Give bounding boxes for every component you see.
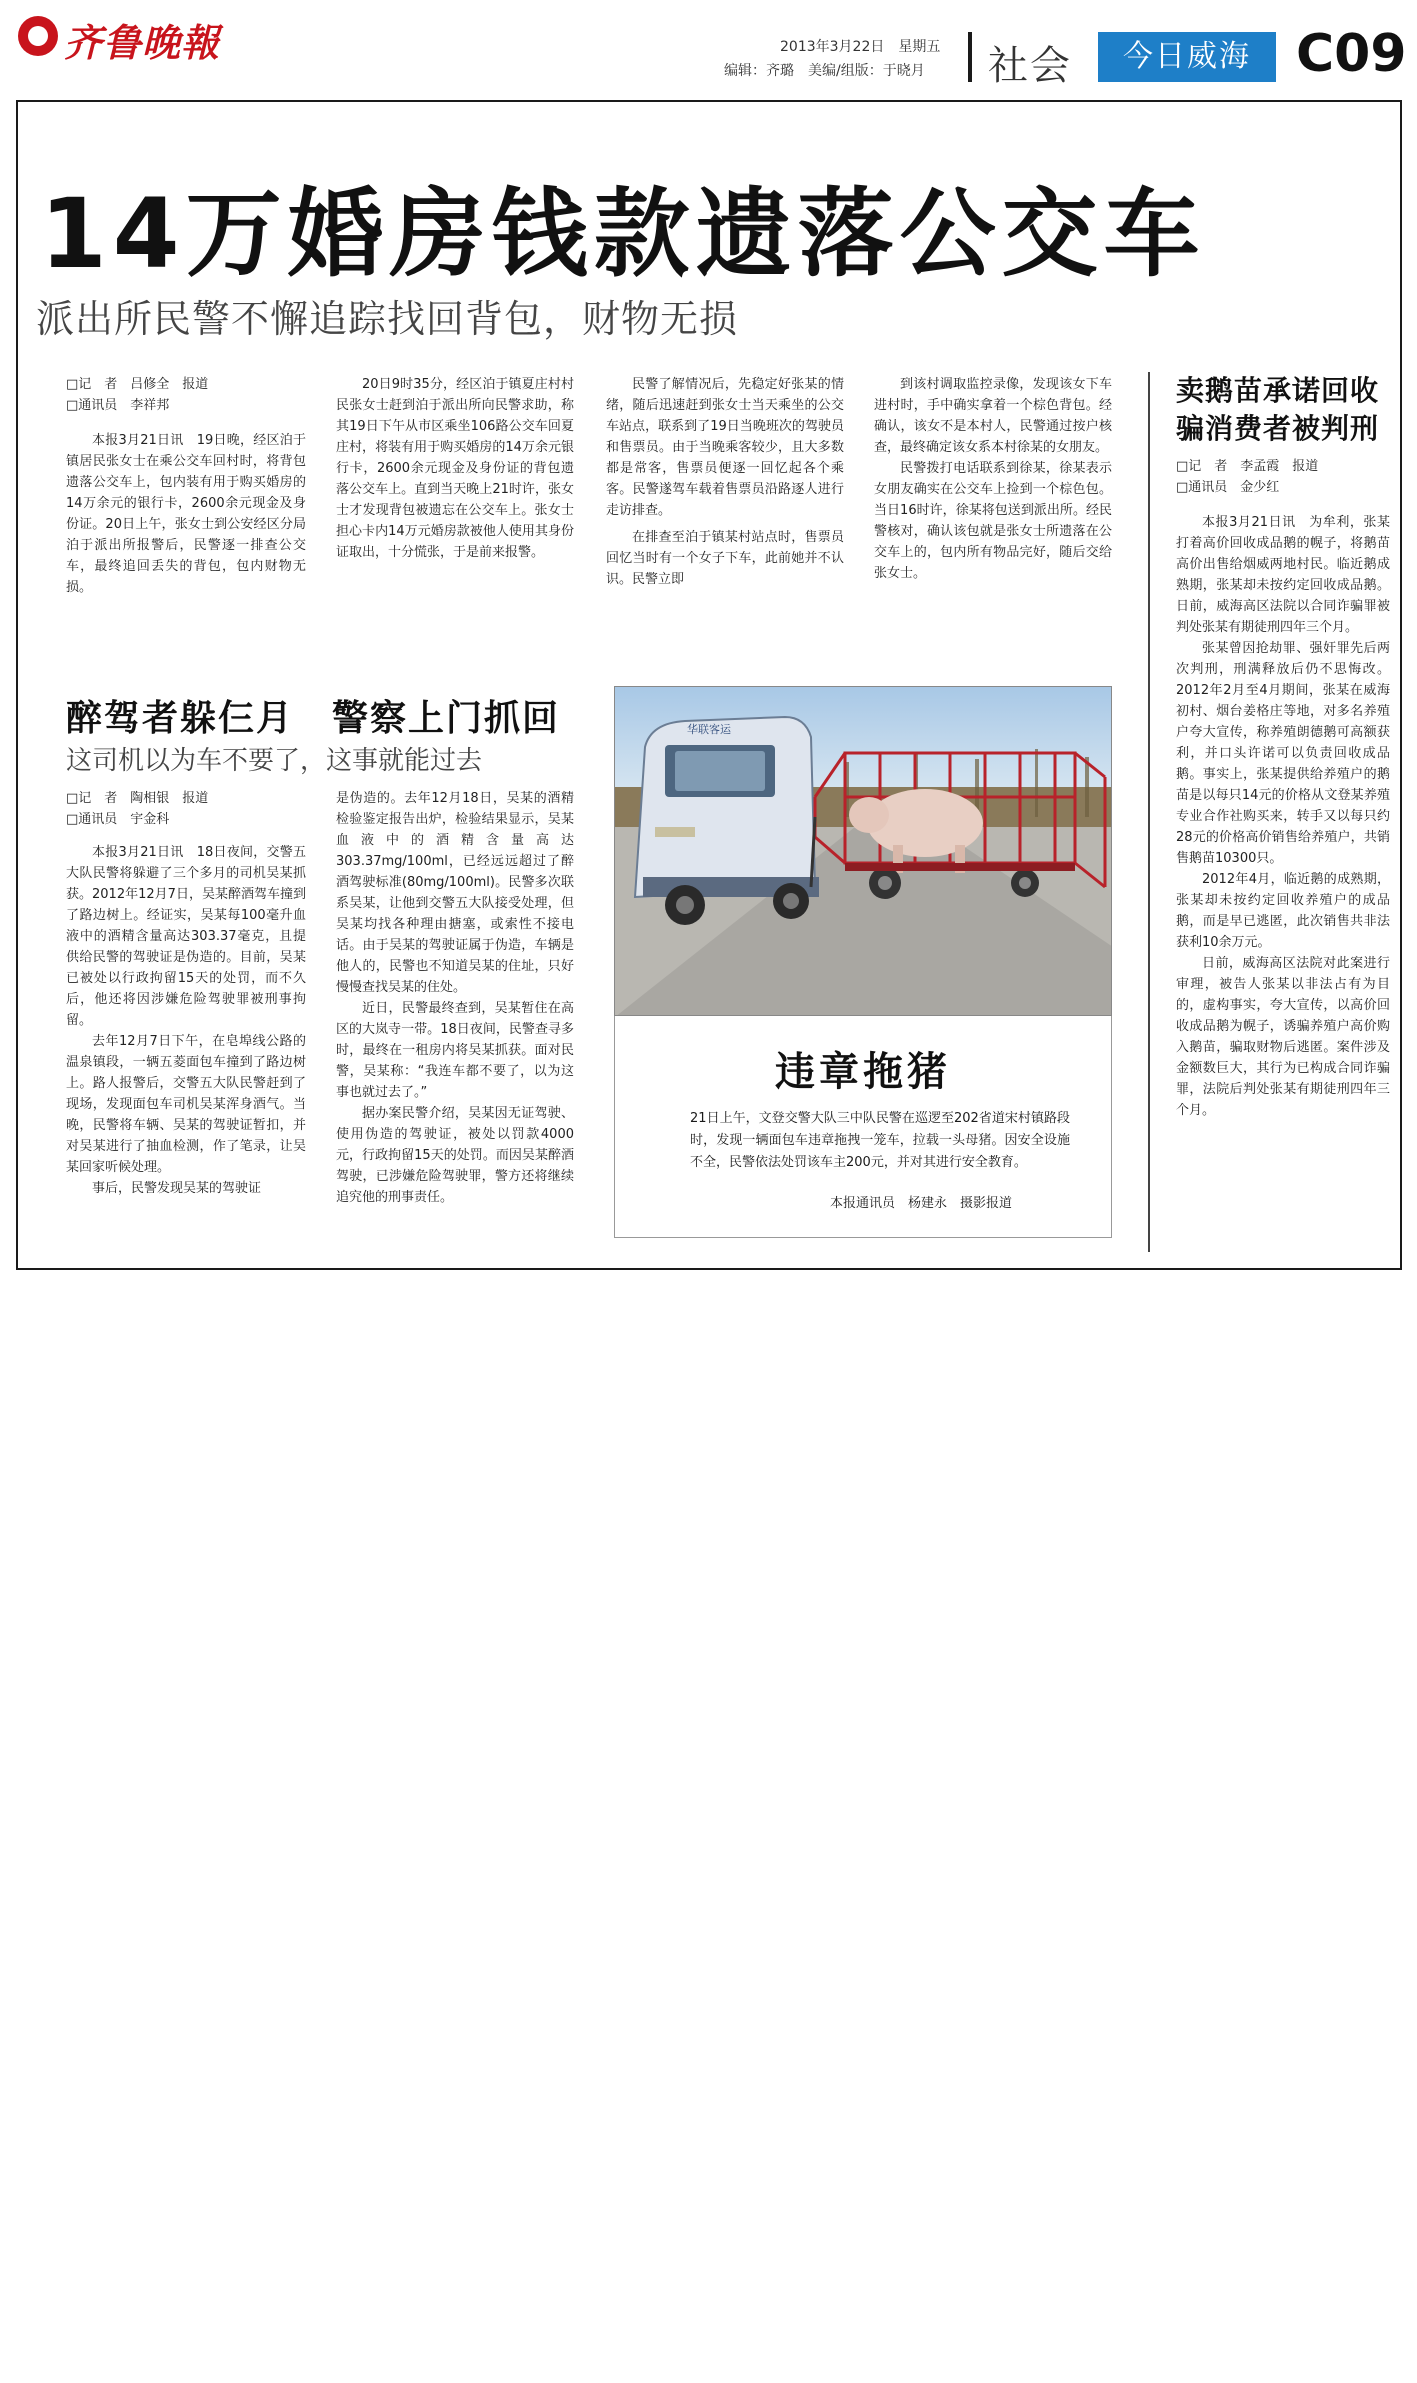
lead-paragraph: 到该村调取监控录像，发现该女下车进村时，手中确实拿着一个棕色背包。经确认，该女不是本村人，民警通过按户核查，最终确定该女系本村徐某的女朋友。 bbox=[874, 377, 1112, 455]
drunk-paragraph: 据办案民警介绍，吴某因无证驾驶、使用伪造的驾驶证，被处以罚款4000元，行政拘留15天的处罚。而因吴某醉酒驾驶，已涉嫌危险驾驶罪，警方还将继续追究他的刑事责任。 bbox=[336, 1106, 574, 1205]
drunk-paragraph: 事后，民警发现吴某的驾驶证 bbox=[92, 1181, 262, 1196]
lead-paragraph: 本报3月21日讯 19日晚，经区泊于镇居民张女士在乘公交车回村时，将背包遗落公交车上，包内装有用于购买婚房的14万余元的银行卡，2600余元现金及身份证。20日上午，张女士到公安经区分局泊于派出所报警后，民警逐一排查公交车，最终追回丢失的背包，包内财物无损。 bbox=[66, 433, 306, 595]
logo-emblem-icon bbox=[18, 16, 58, 56]
page-number: C09 bbox=[1296, 24, 1407, 84]
sidebar-headline-line: 骗消费者被判刑 bbox=[1176, 412, 1380, 445]
newspaper-logo bbox=[18, 8, 268, 65]
drunk-headline: 醉驾者躲仨月 警察上门抓回 bbox=[66, 698, 561, 739]
photo-caption: 21日上午，文登交警大队三中队民警在巡逻至202省道宋村镇路段时，发现一辆面包车违章拖拽一笼车，拉载一头母猪。因安全设施不全，民警依法处罚该车主200元，并对其进行安全教育。 bbox=[690, 1111, 1070, 1170]
lead-headline: 14万婚房钱款遗落公交车 bbox=[40, 178, 1206, 290]
drunk-subheadline: 这司机以为车不要了，这事就能过去 bbox=[66, 746, 483, 776]
lead-byline-correspondent: □通讯员 李祥邦 bbox=[66, 398, 170, 413]
lead-column-4 bbox=[874, 374, 1112, 584]
van-towing-pig-illustration bbox=[615, 687, 1112, 1016]
sidebar-divider bbox=[1148, 372, 1150, 1252]
section-tag: 今日威海 bbox=[1098, 32, 1276, 82]
lead-paragraph: 20日9时35分，经区泊于镇夏庄村村民张女士赶到泊于派出所向民警求助，称其19日下午从市区乘坐106路公交车回夏庄村，将装有用于购买婚房的14万余元银行卡，2600余元现金及身份证的背包遗落公交车上。直到当天晚上21时许，张女士才发现背包被遗忘在公交车上。张女士担心卡内14万元婚房款被他人使用其身份证取出，十分慌张，于是前来报警。 bbox=[336, 377, 574, 560]
news-photo bbox=[614, 686, 1112, 1016]
lead-column-2 bbox=[336, 374, 574, 563]
drunk-paragraph: 本报3月21日讯 18日夜间，交警五大队民警将躲避了三个多月的司机吴某抓获。2012年12月7日，吴某醉酒驾车撞到了路边树上。经证实，吴某每100毫升血液中的酒精含量高达303.37毫克，且提供给民警的驾驶证是伪造的。目前，吴某已被处以行政拘留15天的处罚，而不久后，他还将因涉嫌危险驾驶罪被刑事拘留。 bbox=[66, 845, 306, 1028]
photo-credit: 本报通讯员 杨建永 摄影报道 bbox=[830, 1196, 1013, 1211]
van-label: 华联客运 bbox=[687, 723, 731, 736]
drunk-byline-reporter: □记 者 陶相银 报道 bbox=[66, 791, 209, 806]
editors-line: 编辑：齐璐 美编/组版：于晓月 bbox=[724, 63, 925, 79]
drunk-paragraph: 去年12月7日下午，在皂埠线公路的温泉镇段，一辆五菱面包车撞到了路边树上。路人报警后，交警五大队民警赶到了现场，发现面包车司机吴某浑身酒气。当晚，民警将车辆、吴某的驾驶证暂扣，并对吴某进行了抽血检测，作了笔录，让吴某回家听候处理。 bbox=[66, 1034, 306, 1175]
sidebar-paragraph: 日前，威海高区法院对此案进行审理，被告人张某以非法占有为目的，虚构事实，夸大宣传，以高价回收成品鹅为幌子，诱骗养殖户高价购入鹅苗，骗取财物后逃匿。案件涉及金额数巨大，其行为已构成合同诈骗罪，法院后判处张某有期徒刑四年三个月。 bbox=[1176, 956, 1390, 1118]
drunk-column-1 bbox=[66, 788, 306, 1199]
drunk-paragraph: 是伪造的。去年12月18日，吴某的酒精检验鉴定报告出炉，检验结果显示，吴某血液中的酒精含量高达303.37mg/100ml，已经远远超过了醉酒驾驶标准(80mg/100ml)。民警多次联系吴某，让他到交警五大队接受处理，但吴某均找各种理由搪塞，或索性不接电话。由于吴某的驾驶证属于伪造，车辆是他人的，民警也不知道吴某的住址，只好慢慢查找吴某的住处。 bbox=[336, 791, 574, 995]
lead-column-1 bbox=[66, 374, 306, 598]
lead-paragraph: 在排查至泊于镇某村站点时，售票员回忆当时有一个女子下车，此前她并不认识。民警立即 bbox=[606, 530, 844, 587]
sidebar-paragraph: 2012年4月，临近鹅的成熟期，张某却未按约定回收养殖户的成品鹅，而是早已逃匿，此次销售共非法获利10余万元。 bbox=[1176, 872, 1390, 950]
sidebar-column bbox=[1176, 456, 1390, 1121]
sidebar-byline-correspondent: □通讯员 金少红 bbox=[1176, 480, 1280, 495]
lead-column-3 bbox=[606, 374, 844, 590]
lead-subheadline: 派出所民警不懈追踪找回背包，财物无损 bbox=[36, 297, 739, 341]
sidebar-headline-line: 卖鹅苗承诺回收 bbox=[1176, 374, 1380, 407]
sidebar-paragraph: 张某曾因抢劫罪、强奸罪先后两次判刑，刑满释放后仍不思悔改。2012年2月至4月期间，张某在威海初村、烟台姜格庄等地，对多名养殖户夸大宣传，称养殖朗德鹅可高额获利，并口头许诺可以负责回收成品鹅。事实上，张某提供给养殖户的鹅苗是以每只14元的价格从文登某养殖专业合作社购买来，转手又以每只约28元的价格高价销售给养殖户，共销售鹅苗10300只。 bbox=[1176, 641, 1390, 866]
sidebar-byline-reporter: □记 者 李孟霞 报道 bbox=[1176, 459, 1319, 474]
drunk-paragraph: 近日，民警最终查到，吴某暂住在高区的大岚寺一带。18日夜间，民警查寻多时，最终在一租房内将吴某抓获。面对民警，吴某称：“我连车都不要了，以为这事也就过去了。” bbox=[336, 1001, 574, 1100]
sidebar-headline bbox=[1176, 372, 1396, 448]
date-line: 2013年3月22日 星期五 bbox=[780, 39, 941, 55]
lead-byline-reporter: □记 者 吕修全 报道 bbox=[66, 377, 209, 392]
masthead-divider bbox=[968, 32, 972, 82]
sidebar-paragraph: 本报3月21日讯 为牟利，张某打着高价回收成品鹅的幌子，将鹅苗高价出售给烟威两地村民。临近鹅成熟期，张某却未按约定回收成品鹅。日前，威海高区法院以合同诈骗罪被判处张某有期徒刑四年三个月。 bbox=[1176, 515, 1390, 635]
drunk-byline-correspondent: □通讯员 宇金科 bbox=[66, 812, 170, 827]
drunk-column-2 bbox=[336, 788, 574, 1208]
photo-title: 违章拖猪 bbox=[775, 1049, 951, 1095]
lead-paragraph: 民警拨打电话联系到徐某，徐某表示女朋友确实在公交车上捡到一个棕色包。当日16时许，徐某将包送到派出所。经民警核对，确认该包就是张女士所遗落在公交车上的，包内所有物品完好，随后交给张女士。 bbox=[874, 461, 1112, 581]
lead-paragraph: 民警了解情况后，先稳定好张某的情绪，随后迅速赶到张女士当天乘坐的公交车站点，联系到了19日当晚班次的驾驶员和售票员。由于当晚乘客较少，且大多数都是常客，售票员便逐一回忆起各个乘客。民警遂驾车载着售票员沿路逐人进行走访排查。 bbox=[606, 377, 844, 518]
logo-text: 齐鲁晚報 bbox=[64, 20, 221, 65]
section-name: 社会 bbox=[988, 43, 1072, 89]
